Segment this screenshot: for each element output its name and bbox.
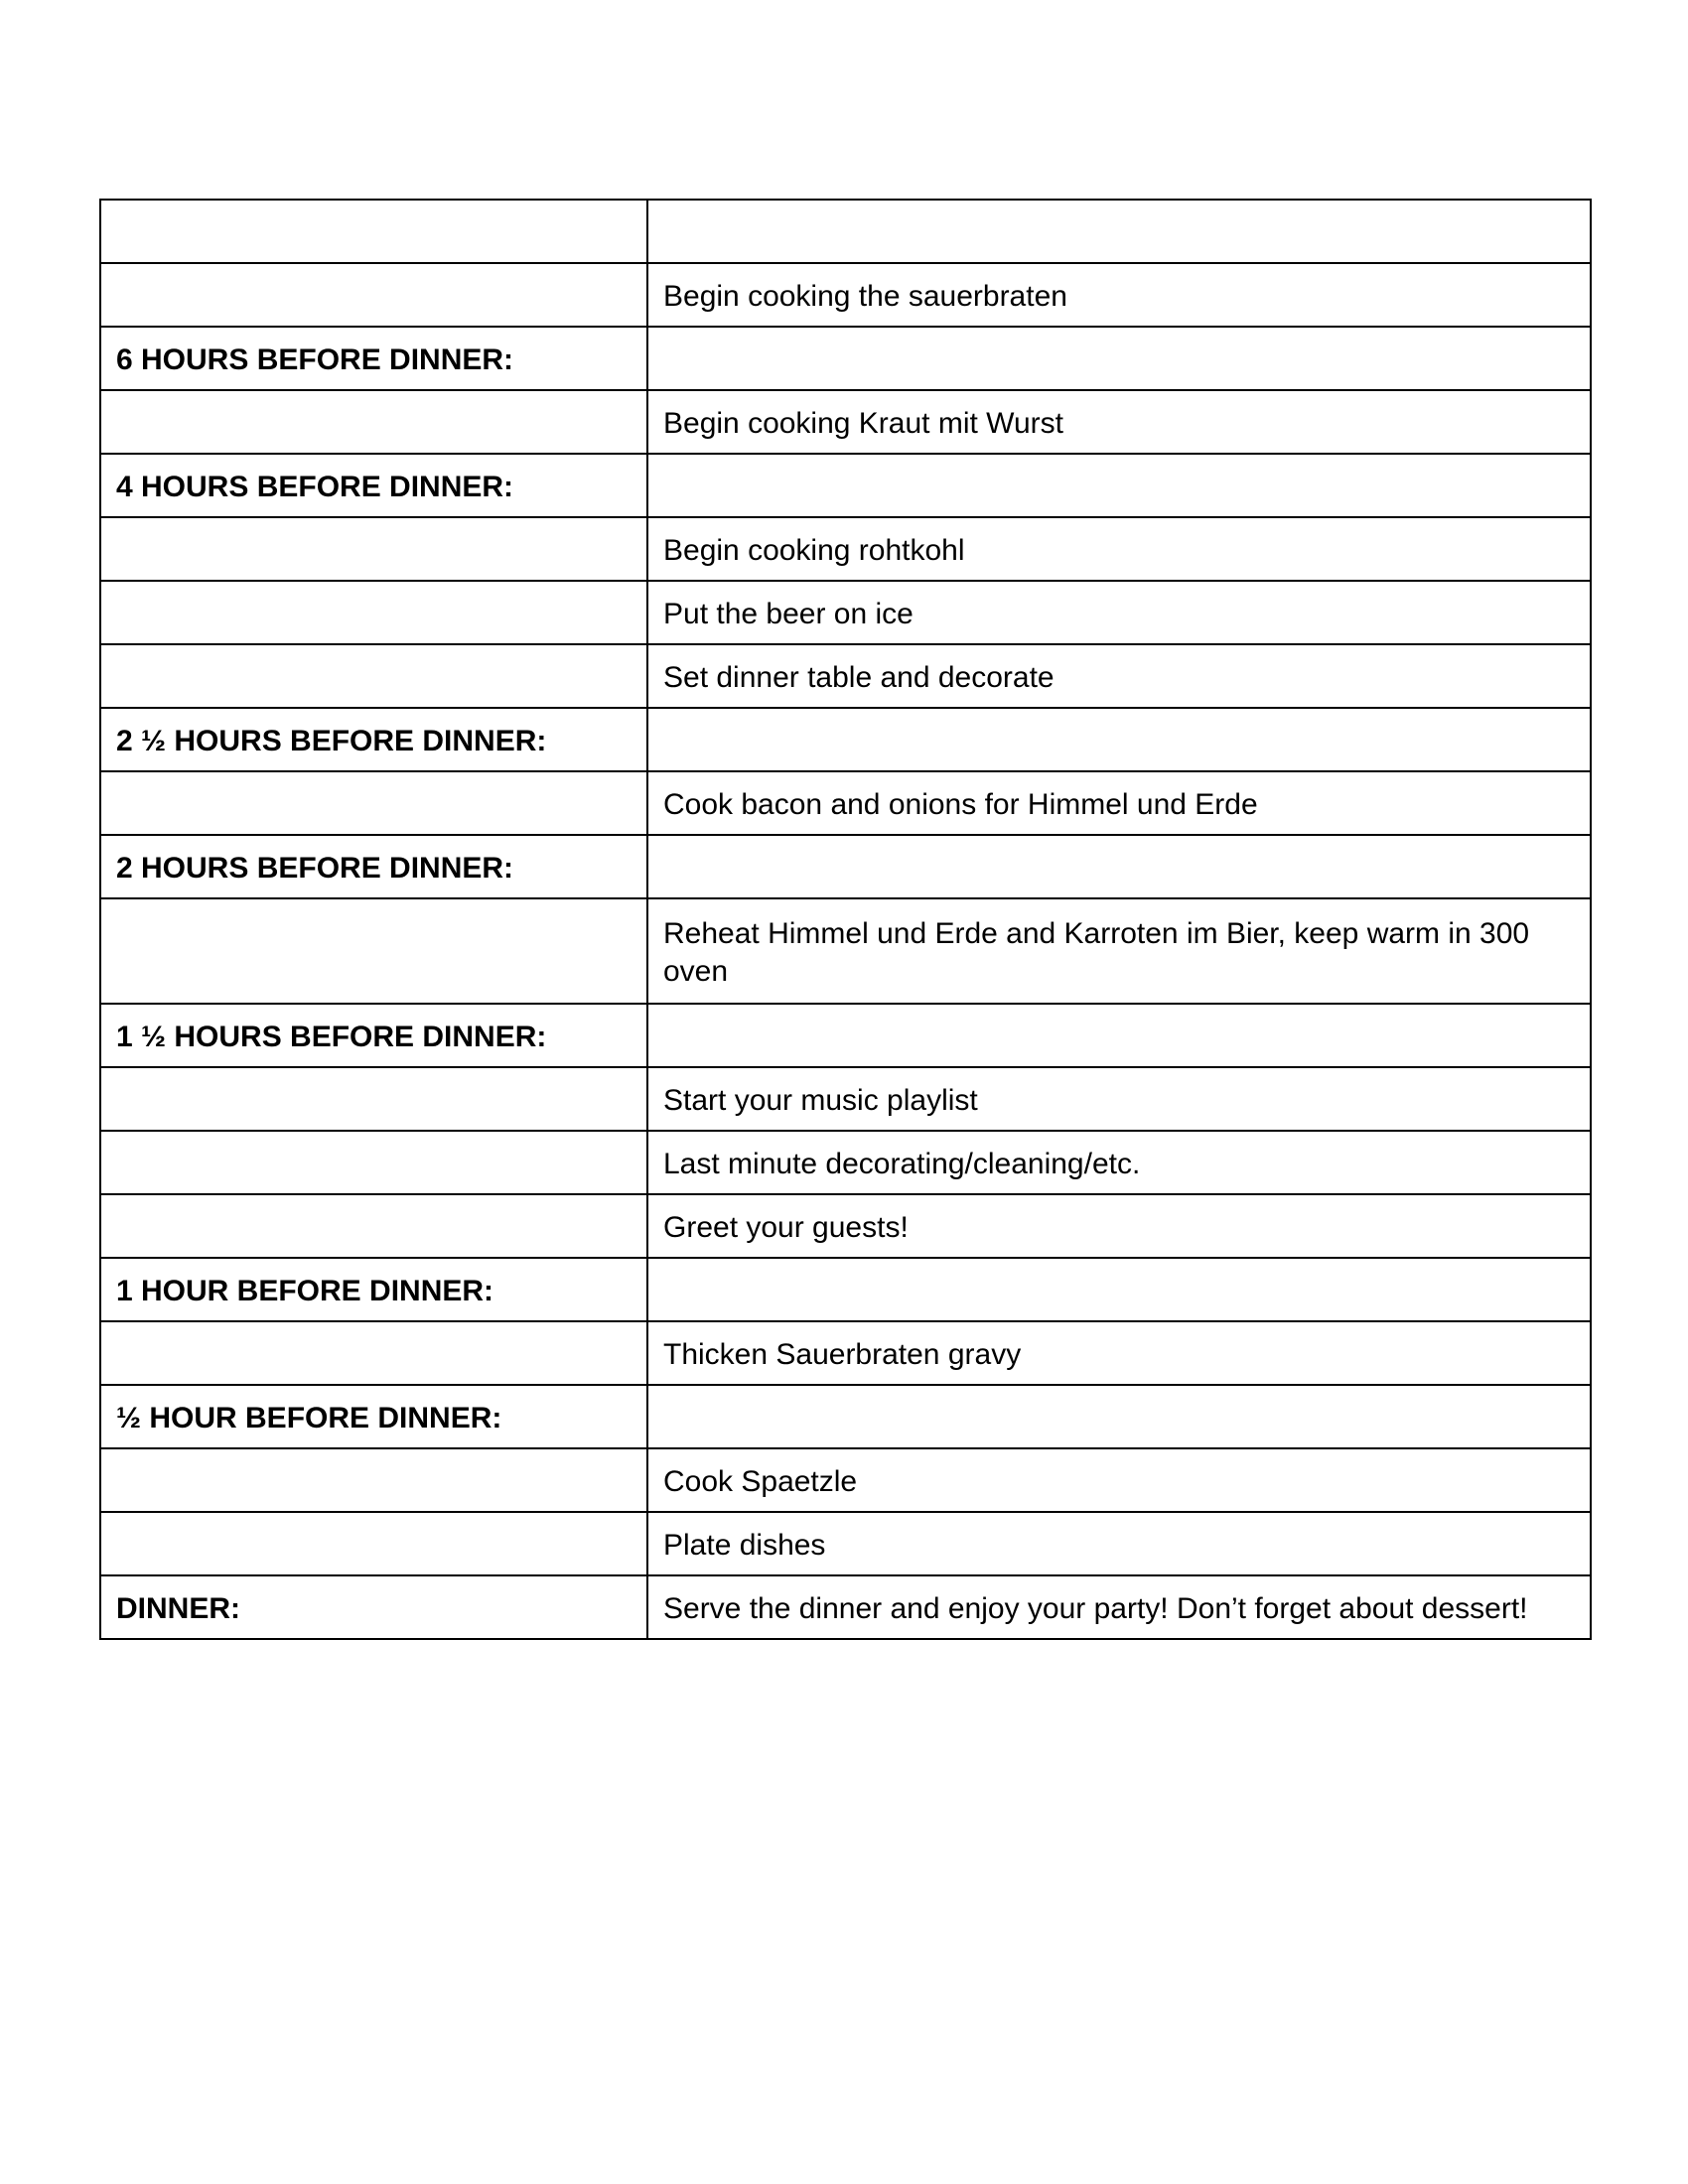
table-row — [100, 200, 1591, 263]
table-row — [100, 1575, 1591, 1639]
time-cell — [100, 898, 647, 1004]
time-cell: 1 ½ HOURS BEFORE DINNER: — [100, 1004, 647, 1067]
task-cell: Last minute decorating/cleaning/etc. — [647, 1131, 1591, 1194]
table-row — [100, 581, 1591, 644]
task-cell — [647, 327, 1591, 390]
table-row — [100, 1448, 1591, 1512]
time-cell — [100, 1067, 647, 1131]
time-cell: 2 HOURS BEFORE DINNER: — [100, 835, 647, 898]
table-row — [100, 1385, 1591, 1448]
time-cell — [100, 1131, 647, 1194]
table-row — [100, 517, 1591, 581]
time-cell: DINNER: — [100, 1575, 647, 1639]
time-cell: 1 HOUR BEFORE DINNER: — [100, 1258, 647, 1321]
task-cell — [647, 708, 1591, 771]
task-cell — [647, 200, 1591, 263]
table-row — [100, 1004, 1591, 1067]
table-row — [100, 390, 1591, 454]
task-cell — [647, 835, 1591, 898]
time-cell — [100, 1321, 647, 1385]
time-cell: ½ HOUR BEFORE DINNER: — [100, 1385, 647, 1448]
time-cell — [100, 1448, 647, 1512]
task-cell: Plate dishes — [647, 1512, 1591, 1575]
task-cell: Serve the dinner and enjoy your party! Don’t forget about dessert! — [647, 1575, 1591, 1639]
task-cell: Put the beer on ice — [647, 581, 1591, 644]
table-row — [100, 454, 1591, 517]
task-cell: Cook bacon and onions for Himmel und Erde — [647, 771, 1591, 835]
task-cell — [647, 454, 1591, 517]
time-cell — [100, 1194, 647, 1258]
time-cell — [100, 390, 647, 454]
table-row — [100, 1512, 1591, 1575]
time-cell — [100, 517, 647, 581]
table-row — [100, 771, 1591, 835]
time-cell: 6 HOURS BEFORE DINNER: — [100, 327, 647, 390]
task-cell: Begin cooking rohtkohl — [647, 517, 1591, 581]
table-row — [100, 898, 1591, 1004]
table-row — [100, 708, 1591, 771]
time-cell — [100, 263, 647, 327]
table-row — [100, 263, 1591, 327]
table-row — [100, 1067, 1591, 1131]
task-cell — [647, 1004, 1591, 1067]
task-cell: Begin cooking Kraut mit Wurst — [647, 390, 1591, 454]
table-row — [100, 835, 1591, 898]
task-cell: Reheat Himmel und Erde and Karroten im Bier, keep warm in 300 oven — [647, 898, 1591, 1004]
task-cell: Greet your guests! — [647, 1194, 1591, 1258]
time-cell — [100, 771, 647, 835]
timeline-body — [100, 200, 1591, 1639]
task-cell: Set dinner table and decorate — [647, 644, 1591, 708]
task-cell — [647, 1385, 1591, 1448]
table-row — [100, 644, 1591, 708]
task-cell: Thicken Sauerbraten gravy — [647, 1321, 1591, 1385]
dinner-timeline-table — [99, 199, 1592, 1640]
time-cell — [100, 1512, 647, 1575]
task-cell: Begin cooking the sauerbraten — [647, 263, 1591, 327]
task-cell: Cook Spaetzle — [647, 1448, 1591, 1512]
task-cell: Start your music playlist — [647, 1067, 1591, 1131]
time-cell — [100, 200, 647, 263]
table-row — [100, 1321, 1591, 1385]
table-row — [100, 1131, 1591, 1194]
task-cell — [647, 1258, 1591, 1321]
table-row — [100, 327, 1591, 390]
time-cell — [100, 644, 647, 708]
table-row — [100, 1194, 1591, 1258]
time-cell — [100, 581, 647, 644]
table-row — [100, 1258, 1591, 1321]
time-cell: 4 HOURS BEFORE DINNER: — [100, 454, 647, 517]
time-cell: 2 ½ HOURS BEFORE DINNER: — [100, 708, 647, 771]
